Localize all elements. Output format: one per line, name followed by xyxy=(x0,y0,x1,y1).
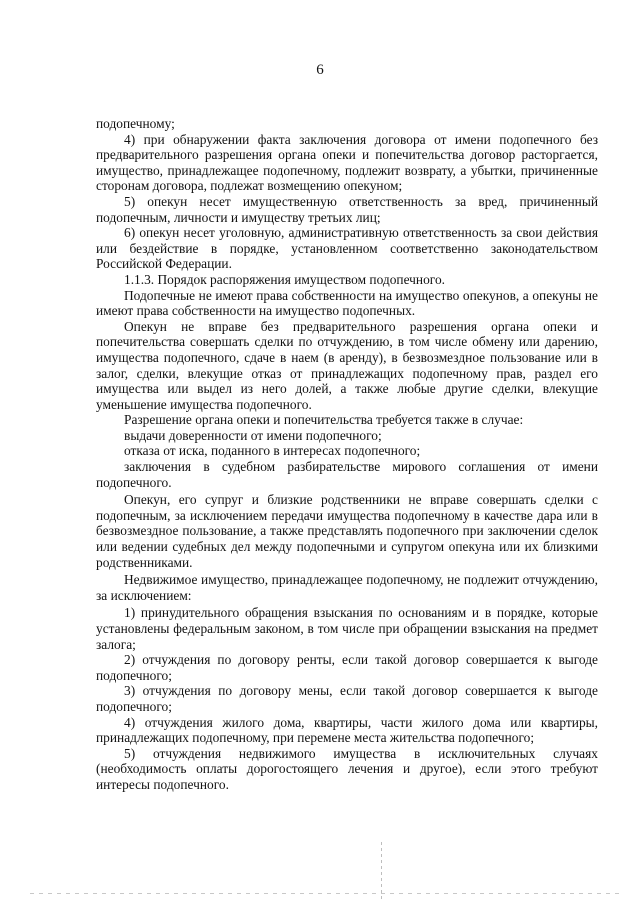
real-estate-exception-3: 3) отчуждения по договору мены, если такой договор совершается к выгоде подопечного; xyxy=(96,683,598,714)
paragraph-item-5: 5) опекун несет имущественную ответственность за вред, причиненный подопечным, личности и имуществу третьих лиц; xyxy=(96,193,598,225)
paragraph-permission-required: Разрешение органа опеки и попечительства требуется также в случае: xyxy=(124,412,524,428)
paragraph-item-4: 4) при обнаружении факта заключения договора от имени подопечного без предварительного разрешения органа опеки и попечительства договор расторгается, имущество, принадлежащее подопечному, подлежит возврату, а убытки, причиненные сторонам договора, подлежат возмещению опекуном; xyxy=(96,131,598,194)
section-heading-1-1-3: 1.1.3. Порядок распоряжения имуществом подопечного. xyxy=(124,271,445,287)
paragraph-continuation: подопечному; xyxy=(96,116,175,131)
list-item-power-of-attorney: выдачи доверенности от имени подопечного; xyxy=(124,427,382,443)
real-estate-exception-2: 2) отчуждения по договору ренты, если такой договор совершается к выгоде подопечного; xyxy=(96,652,598,683)
scan-artifact-horizontal xyxy=(30,893,620,894)
list-item-settlement: заключения в судебном разбирательстве мирового соглашения от имени подопечного. xyxy=(96,459,598,490)
real-estate-exception-5: 5) отчуждения недвижимого имущества в исключительных случаях (необходимость оплаты дорогостоящего лечения и другое), если этого требуют интересы подопечного. xyxy=(96,745,598,792)
page-number: 6 xyxy=(316,62,324,78)
paragraph-relatives-restrictions: Опекун, его супруг и близкие родственники не вправе совершать сделки с подопечным, за исключением передачи имущества подопечному в качестве дара или в безвозмездное пользование, а также представлять подопечного при заключении сделок или ведении судебных дел между подопечными и супругом опекуна или их близкими родственниками. xyxy=(96,492,598,570)
scan-artifact-vertical xyxy=(381,842,382,900)
real-estate-exception-4: 4) отчуждения жилого дома, квартиры, части жилого дома или квартиры, принадлежащих подопечному, при перемене места жительства подопечного; xyxy=(96,714,598,746)
list-item-waiver-of-claim: отказа от иска, поданного в интересах подопечного; xyxy=(124,443,421,459)
paragraph-item-6: 6) опекун несет уголовную, административную ответственность за свои действия или бездействие в порядке, установленном соответственно законодательством Российской Федерации. xyxy=(96,225,598,272)
real-estate-exception-1: 1) принудительного обращения взыскания по основаниям и в порядке, которые установлены федеральным законом, в том числе при обращении взыскания на предмет залога; xyxy=(96,605,598,652)
paragraph-guardian-restrictions: Опекун не вправе без предварительного разрешения органа опеки и попечительства совершать сделки по отчуждению, в том числе обмену или дарению, имущества подопечного, сдаче в наем (в аренду), в безвозмездное пользование или в залог, сделки, влекущие отказ от принадлежащих подопечному прав, раздел его имущества или выдел из него долей, а также любые другие сделки, влекущие уменьшение имущества подопечного. xyxy=(96,318,598,412)
paragraph-real-estate: Недвижимое имущество, принадлежащее подопечному, не подлежит отчуждению, за исключением: xyxy=(96,572,598,603)
paragraph-ownership: Подопечные не имеют права собственности на имущество опекунов, а опекуны не имеют права собственности на имущество подопечных. xyxy=(96,287,598,319)
document-body xyxy=(96,116,598,793)
